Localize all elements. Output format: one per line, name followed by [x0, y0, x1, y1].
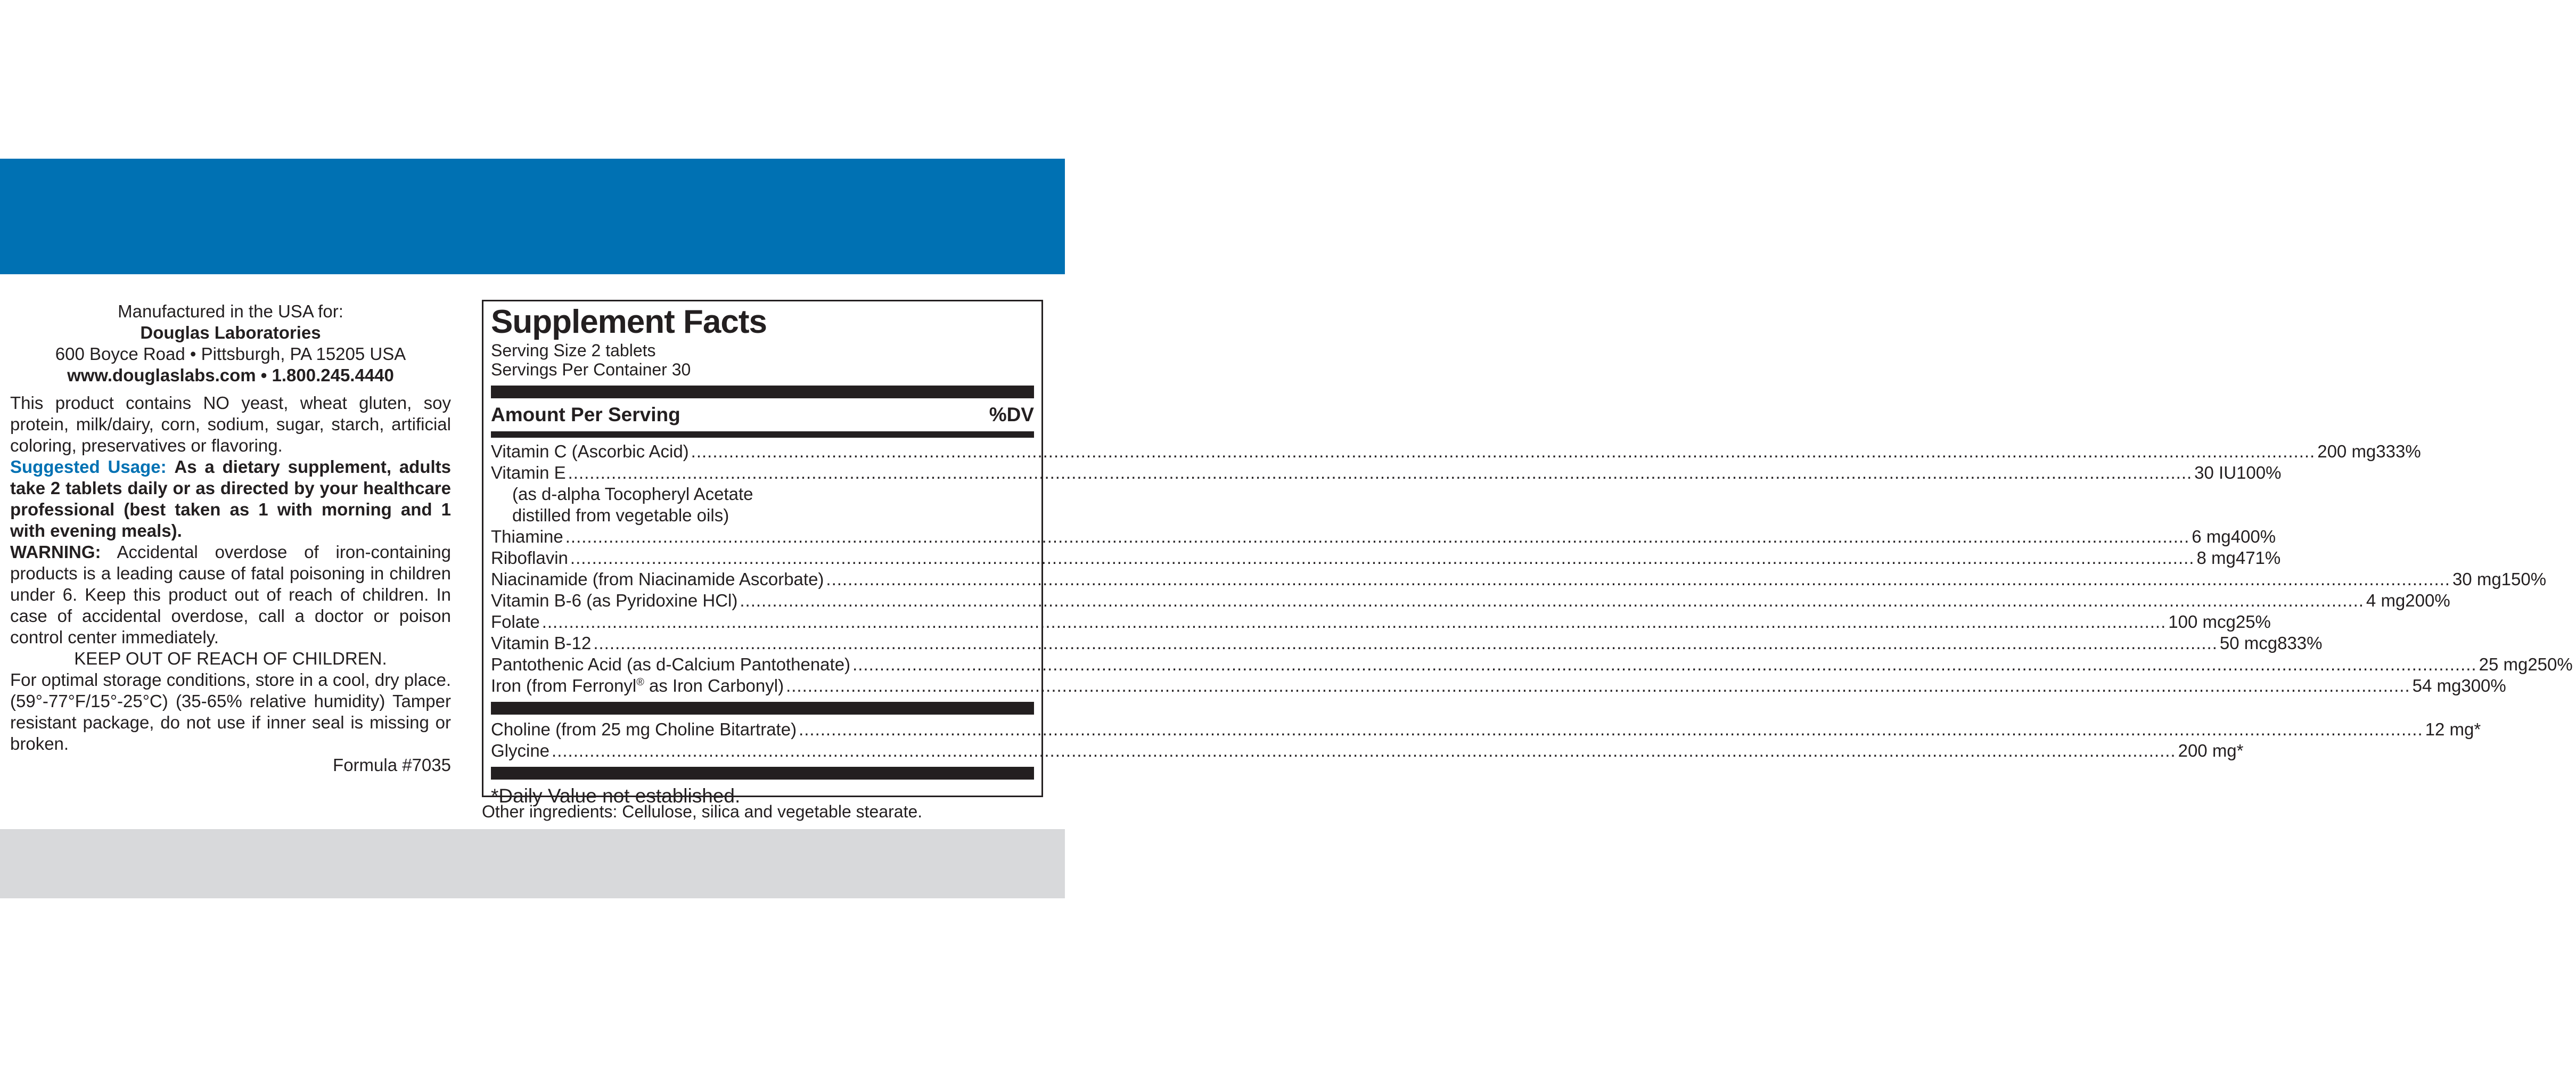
- nutrient-name: Pantothenic Acid (as d-Calcium Pantothenate): [491, 654, 851, 674]
- leader-dots: ............................................................................................................................................................................................................................................................................................................: [786, 676, 2410, 695]
- nutrient-list: [491, 441, 2573, 697]
- nutrient-row: [491, 441, 2421, 462]
- nutrient-dv: *: [2236, 741, 2244, 760]
- nutrient-amount: 6 mg: [2192, 527, 2231, 546]
- nutrient-amount: 8 mg: [2196, 548, 2236, 568]
- nutrient-dv: 300%: [2461, 676, 2506, 695]
- nutrient-amount: 4 mg: [2366, 591, 2406, 610]
- nutrient-dv: 471%: [2235, 548, 2281, 568]
- leader-dots: ............................................................................................................................................................................................................................................................................................................: [568, 463, 2193, 482]
- divider-thick: [491, 702, 1034, 715]
- manufactured-line: Manufactured in the USA for:: [118, 301, 343, 321]
- warning: [10, 542, 451, 648]
- nutrient-dv: 100%: [2236, 463, 2282, 482]
- nutrient-row: [491, 462, 2282, 484]
- label-left-column: [10, 301, 451, 776]
- allergen-statement: This product contains NO yeast, wheat gluten, soy protein, milk/dairy, corn, sodium, sugar, starch, artificial coloring, preservatives or flavoring.: [10, 393, 451, 455]
- serving-size: Serving Size 2 tablets: [491, 341, 656, 360]
- nutrient-dv: 200%: [2405, 591, 2450, 610]
- company-name: Douglas Laboratories: [140, 323, 321, 342]
- nutrient-dv: 400%: [2230, 527, 2276, 546]
- nutrient-amount: 54 mg: [2412, 676, 2462, 695]
- amount-header-row: [491, 398, 1034, 431]
- nutrient-name: Iron (from Ferronyl® as Iron Carbonyl): [491, 676, 784, 695]
- nutrient-dv: *: [2474, 719, 2481, 739]
- nutrient-name: Riboflavin: [491, 548, 568, 568]
- nutrient-amount: 200 mg: [2178, 741, 2237, 760]
- leader-dots: ............................................................................................................................................................................................................................................................................................................: [799, 719, 2423, 739]
- nutrient-dv: 25%: [2235, 612, 2271, 632]
- nutrient-name: Thiamine: [491, 527, 563, 546]
- usage-label: Suggested Usage:: [10, 457, 167, 477]
- nutrient-amount: 50 mcg: [2219, 633, 2278, 653]
- company-address: 600 Boyce Road • Pittsburgh, PA 15205 USA: [55, 344, 406, 364]
- other-ingredients: Other ingredients: Cellulose, silica and vegetable stearate.: [482, 802, 923, 821]
- header-color-band: [0, 159, 1065, 274]
- nutrient-row: [491, 654, 2573, 675]
- leader-dots: ............................................................................................................................................................................................................................................................................................................: [552, 741, 2176, 760]
- nutrient-amount: 200 mg: [2317, 441, 2376, 461]
- nutrient-row: [491, 633, 2323, 654]
- nutrient-dv: 833%: [2277, 633, 2323, 653]
- nutrient-amount: 30 IU: [2194, 463, 2237, 482]
- leader-dots: ............................................................................................................................................................................................................................................................................................................: [740, 591, 2364, 610]
- amount-per-serving-header: Amount Per Serving: [491, 404, 680, 425]
- nutrient-row: [491, 526, 2276, 547]
- warning-text: Accidental overdose of iron-containing products is a leading cause of fatal poisoning in children under 6. Keep this product out of reach of children. In case of accidental overdose, call a doctor or poison control center immediately.: [10, 542, 451, 647]
- nutrient-row: [491, 719, 2481, 740]
- nutrient-name: Folate: [491, 612, 540, 632]
- nutrient-amount: 25 mg: [2479, 654, 2528, 674]
- keep-out-notice: KEEP OUT OF REACH OF CHILDREN.: [74, 649, 387, 668]
- nutrient-note: [491, 484, 1034, 505]
- nutrient-row: [491, 675, 2506, 697]
- nutrient-row: [491, 569, 2547, 590]
- nutrient-name: Vitamin B-12: [491, 633, 592, 653]
- vitamin-e-note-line-2: distilled from vegetable oils): [512, 505, 729, 525]
- nutrient-name: Vitamin B-6 (as Pyridoxine HCl): [491, 591, 738, 610]
- nutrient-name: Vitamin C (Ascorbic Acid): [491, 441, 689, 461]
- formula-number: Formula #7035: [333, 755, 451, 775]
- nutrient-name: Vitamin E: [491, 463, 566, 482]
- other-ingredient-list: [491, 719, 2481, 761]
- leader-dots: ............................................................................................................................................................................................................................................................................................................: [852, 654, 2477, 674]
- leader-dots: ............................................................................................................................................................................................................................................................................................................: [691, 441, 2316, 461]
- nutrient-dv: 150%: [2501, 569, 2547, 589]
- dv-header: %DV: [989, 404, 1034, 425]
- manufacturer-block: [10, 301, 451, 386]
- nutrient-row: [491, 611, 2271, 633]
- nutrient-amount: 30 mg: [2452, 569, 2501, 589]
- nutrient-row: [491, 740, 2244, 761]
- supplement-facts-panel: [482, 300, 2573, 807]
- divider-medium: [491, 431, 1034, 438]
- nutrient-name: Choline (from 25 mg Choline Bitartrate): [491, 719, 797, 739]
- nutrient-name: Niacinamide (from Niacinamide Ascorbate): [491, 569, 824, 589]
- leader-dots: ............................................................................................................................................................................................................................................................................................................: [565, 527, 2190, 546]
- nutrient-row: [491, 547, 2281, 569]
- nutrient-name: Glycine: [491, 741, 550, 760]
- footer-color-band: [0, 829, 1065, 898]
- servings-per-container: Servings Per Container 30: [491, 360, 691, 379]
- nutrient-dv: 333%: [2376, 441, 2421, 461]
- leader-dots: ............................................................................................................................................................................................................................................................................................................: [826, 569, 2450, 589]
- divider-thick: [491, 386, 1034, 398]
- nutrient-row: [491, 590, 2450, 611]
- warning-label: WARNING:: [10, 542, 101, 562]
- company-contact: www.douglaslabs.com • 1.800.245.4440: [67, 365, 394, 385]
- nutrient-amount: 100 mcg: [2168, 612, 2236, 632]
- nutrient-note: [491, 505, 1034, 526]
- leader-dots: ............................................................................................................................................................................................................................................................................................................: [542, 612, 2167, 632]
- storage-instructions: For optimal storage conditions, store in a cool, dry place. (59°-77°F/15°-25°C) (35-65% relative humidity) Tamper resistant package, do not use if inner seal is missing or broken.: [10, 670, 451, 753]
- usage-text: As a dietary supplement, adults take 2 tablets daily or as directed by your healthcare professional (best taken as 1 with morning and 1 with evening meals).: [10, 457, 451, 540]
- suggested-usage: [10, 456, 451, 542]
- vitamin-e-note-line-1: (as d-alpha Tocopheryl Acetate: [512, 484, 753, 504]
- nutrient-dv: 250%: [2528, 654, 2573, 674]
- leader-dots: ............................................................................................................................................................................................................................................................................................................: [570, 548, 2195, 568]
- nutrient-amount: 12 mg: [2425, 719, 2474, 739]
- leader-dots: ............................................................................................................................................................................................................................................................................................................: [593, 633, 2218, 653]
- divider-thick: [491, 767, 1034, 780]
- daily-value-footnote: *Daily Value not established.: [491, 785, 741, 807]
- supplement-facts-title: Supplement Facts: [491, 304, 767, 340]
